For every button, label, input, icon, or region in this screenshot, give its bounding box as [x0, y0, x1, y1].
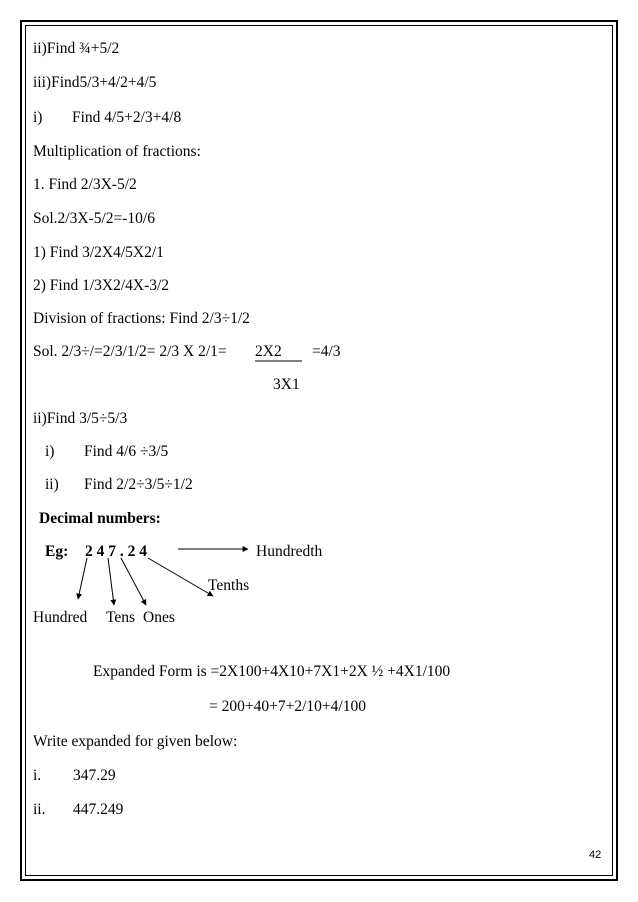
- exercise-line: 447.249: [73, 801, 124, 818]
- arrow-ones: [121, 558, 146, 605]
- section-heading: Multiplication of fractions:: [33, 143, 201, 160]
- place-label-hundred: Hundred: [33, 609, 88, 626]
- fraction-denominator: 3X1: [273, 376, 300, 393]
- solution-line: Sol.2/3X-5/2=-10/6: [33, 210, 155, 227]
- place-label-ones: Ones: [143, 609, 175, 626]
- example-label: Eg:: [45, 543, 69, 560]
- place-label-hundredth: Hundredth: [256, 543, 323, 560]
- exercise-line: Find 4/5+2/3+4/8: [72, 109, 182, 126]
- exercise-line: 1) Find 3/2X4/5X2/1: [33, 244, 164, 261]
- place-label-tenths: Tenths: [208, 577, 250, 594]
- decimal-number: 2 4 7 . 2 4: [85, 543, 147, 560]
- arrow-hundred: [78, 558, 87, 599]
- place-label-tens: Tens: [106, 609, 136, 626]
- exercise-number: i): [33, 109, 43, 126]
- exercise-line: ii)Find 3/5÷5/3: [33, 410, 128, 427]
- page-number: 42: [589, 849, 602, 861]
- expanded-form-line: Expanded Form is =2X100+4X10+7X1+2X ½ +4X1/100: [93, 663, 451, 680]
- fraction-result: =4/3: [312, 343, 341, 360]
- section-heading: Decimal numbers:: [39, 510, 161, 527]
- exercise-line: Find 4/6 ÷3/5: [84, 443, 169, 460]
- exercise-line: ii)Find ¾+5/2: [33, 40, 120, 57]
- arrow-tens: [108, 558, 114, 605]
- exercise-line: 1. Find 2/3X-5/2: [33, 176, 137, 193]
- exercise-number: i): [45, 443, 55, 460]
- exercise-line: 2) Find 1/3X2/4X-3/2: [33, 277, 170, 294]
- exercise-line: 347.29: [73, 767, 116, 784]
- section-heading: Write expanded for given below:: [33, 733, 238, 750]
- exercise-number: ii): [45, 476, 59, 493]
- expanded-form-result: = 200+40+7+2/10+4/100: [209, 698, 366, 715]
- exercise-line: Find 2/2÷3/5÷1/2: [84, 476, 193, 493]
- exercise-number: ii.: [33, 801, 46, 818]
- fraction-numerator: 2X2: [255, 343, 282, 360]
- arrow-tenths: [148, 558, 213, 596]
- section-heading: Division of fractions: Find 2/3÷1/2: [33, 310, 250, 327]
- solution-line: Sol. 2/3÷/=2/3/1/2= 2/3 X 2/1=: [33, 343, 227, 360]
- exercise-number: i.: [33, 767, 42, 784]
- exercise-line: iii)Find5/3+4/2+4/5: [33, 74, 157, 91]
